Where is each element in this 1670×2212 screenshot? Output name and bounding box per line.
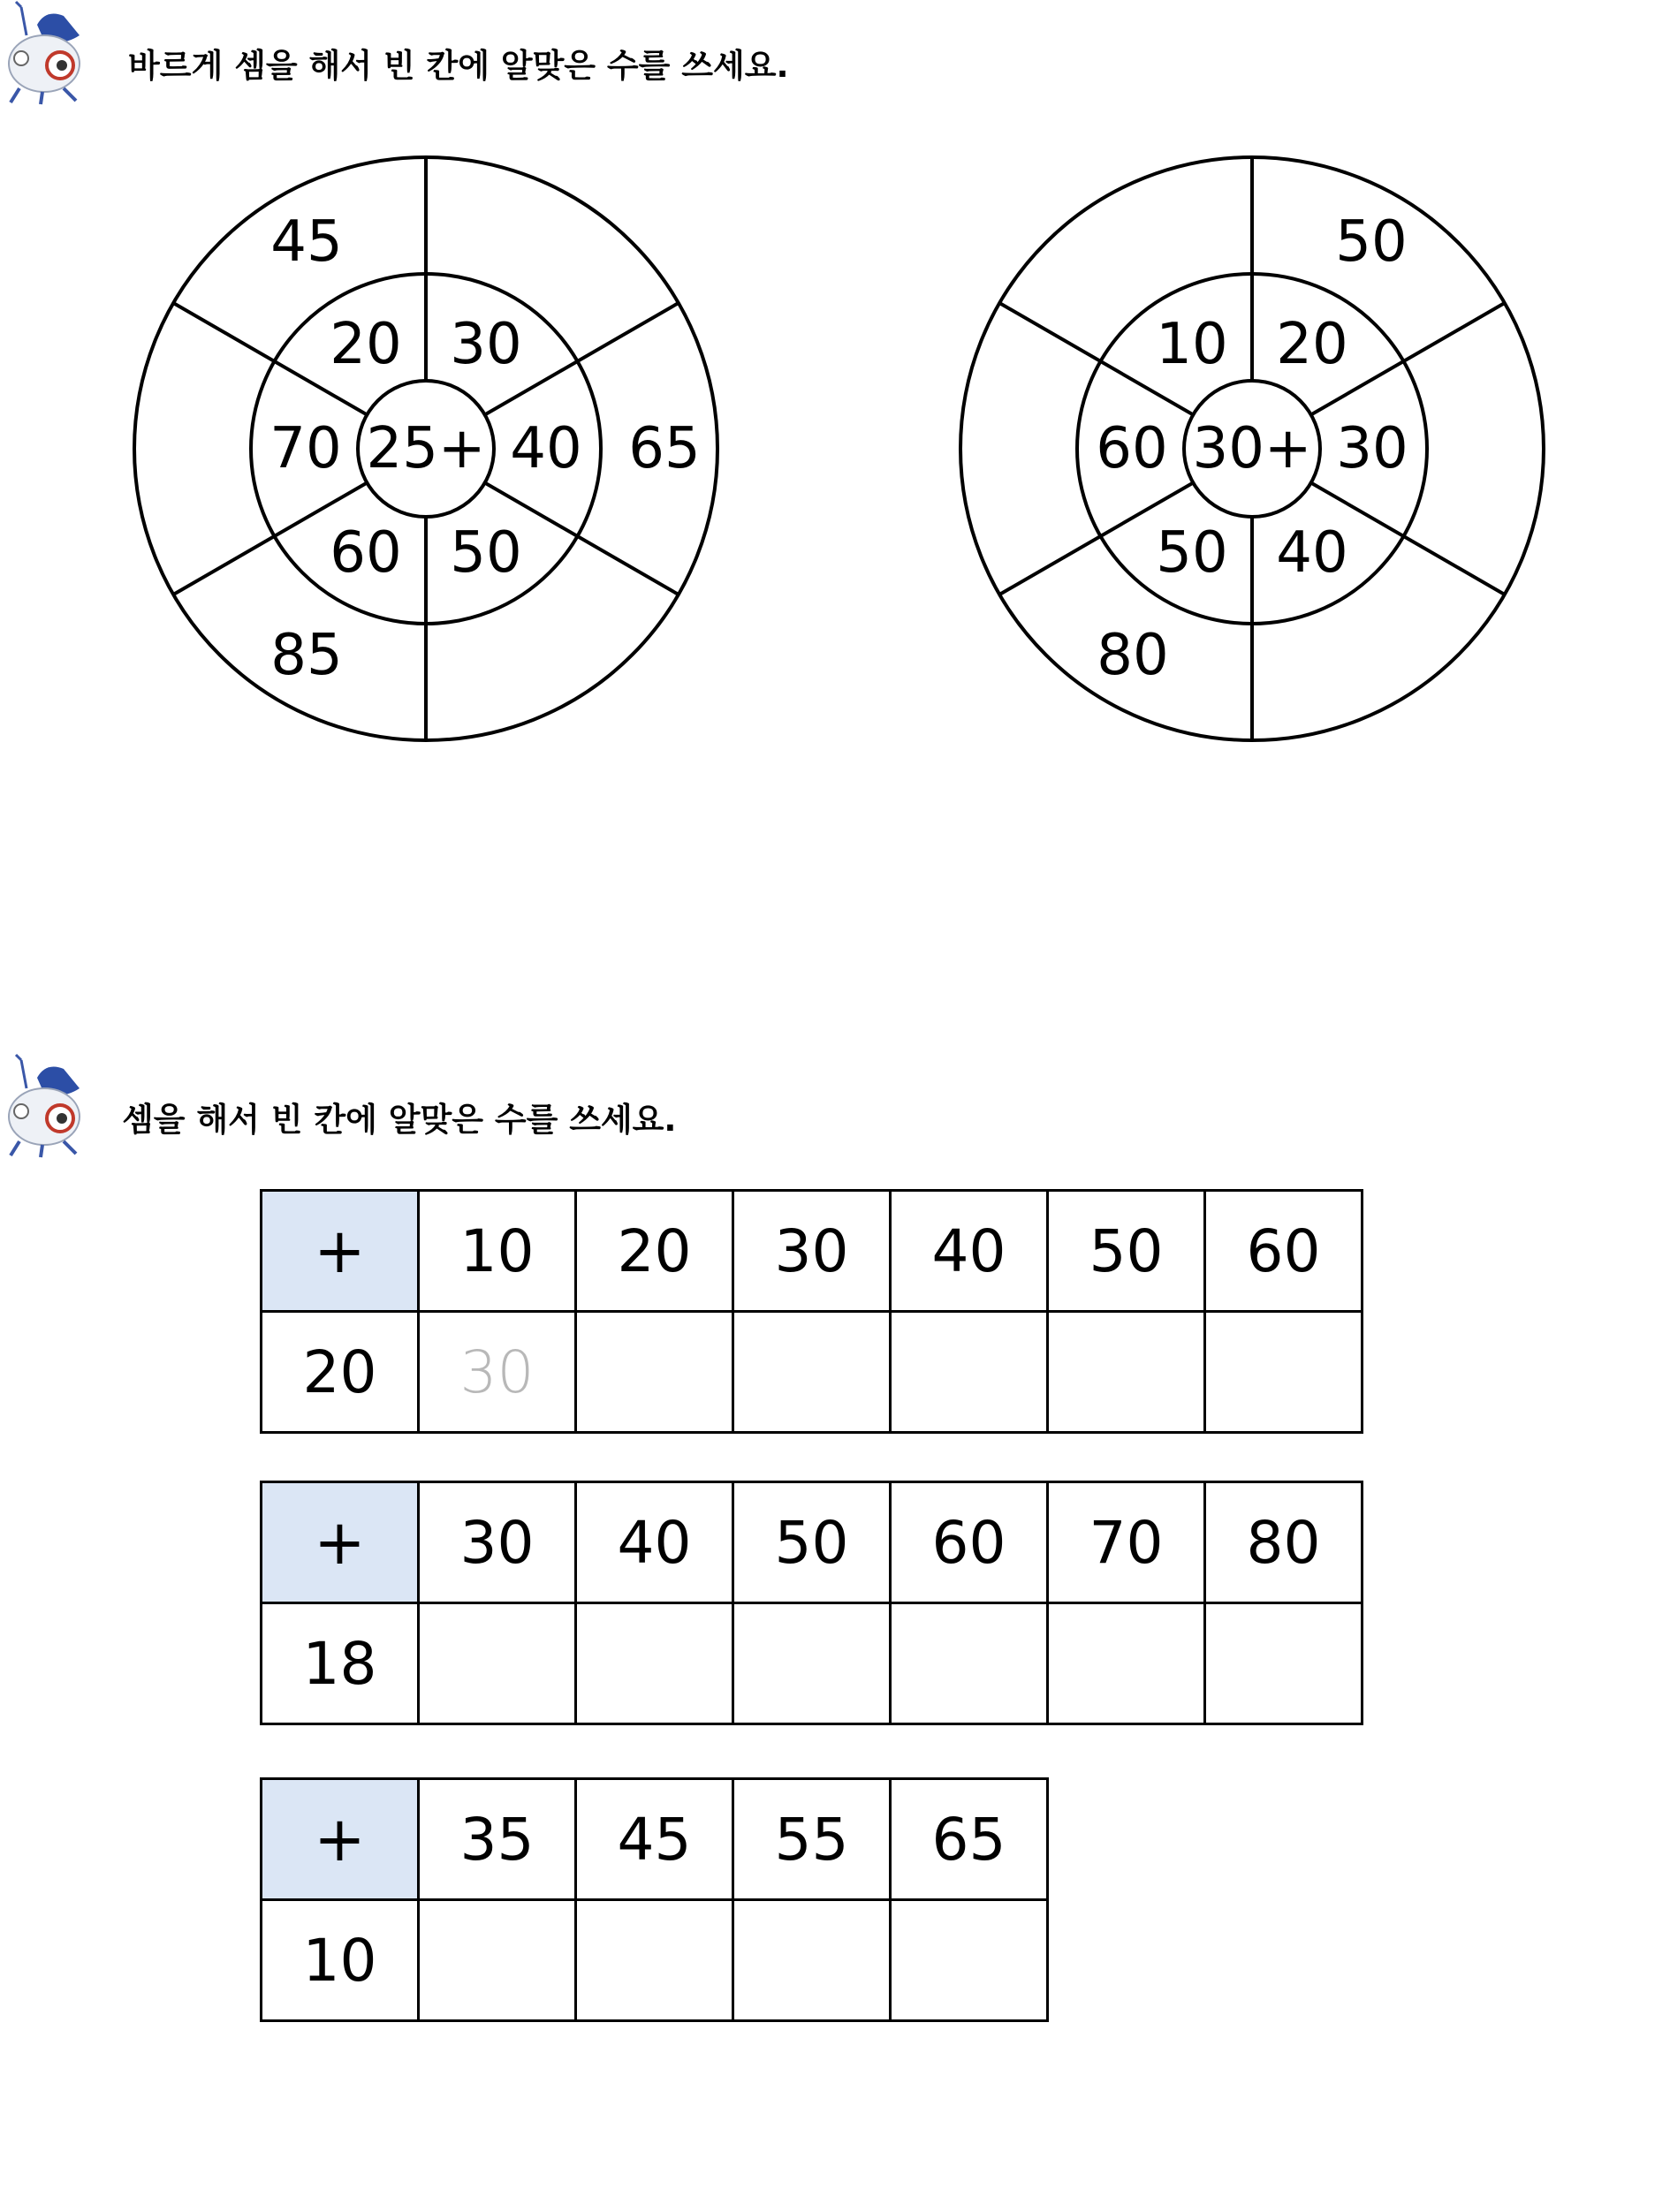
answer-cell[interactable] xyxy=(733,1900,891,2021)
addition-wheel-2 xyxy=(952,148,1552,749)
wheel-center-label: 30+ xyxy=(1192,416,1312,481)
wheel-inner-number: 30 xyxy=(1336,416,1408,481)
example-answer-cell: 30 xyxy=(419,1312,576,1433)
answer-cell[interactable] xyxy=(1048,1603,1205,1724)
wheel-outer-number: 85 xyxy=(270,622,343,688)
operator-cell: + xyxy=(262,1191,419,1312)
wheel-inner-number: 30 xyxy=(450,312,522,378)
answer-cell[interactable] xyxy=(576,1900,733,2021)
answer-cell[interactable] xyxy=(891,1900,1048,2021)
header-cell: 80 xyxy=(1205,1482,1363,1603)
answer-cell[interactable] xyxy=(733,1603,891,1724)
wheel-outer-number: 45 xyxy=(270,209,343,276)
addition-table-1 xyxy=(260,1189,1363,1434)
operator-cell: + xyxy=(262,1482,419,1603)
header-cell: 60 xyxy=(1205,1191,1363,1312)
wheel-inner-number: 20 xyxy=(1276,312,1348,378)
wheel-inner-number: 10 xyxy=(1156,312,1228,378)
wheel-inner-number: 40 xyxy=(510,416,582,481)
answer-cell[interactable] xyxy=(1205,1312,1363,1433)
wheel-inner-number: 60 xyxy=(1096,416,1168,481)
wheel-outer-number: 80 xyxy=(1097,622,1169,688)
header-cell: 35 xyxy=(419,1779,576,1900)
header-cell: 30 xyxy=(733,1191,891,1312)
answer-cell[interactable] xyxy=(891,1603,1048,1724)
operator-cell: + xyxy=(262,1779,419,1900)
answer-cell[interactable] xyxy=(1048,1312,1205,1433)
wheel-center-label: 25+ xyxy=(366,416,486,481)
answer-cell[interactable] xyxy=(419,1900,576,2021)
instruction-1: 바르게 셈을 해서 빈 칸에 알맞은 수를 쓰세요. xyxy=(128,47,789,85)
answer-cell[interactable] xyxy=(1205,1603,1363,1724)
instruction-2: 셈을 해서 빈 칸에 알맞은 수를 쓰세요. xyxy=(122,1101,677,1139)
answer-cell[interactable] xyxy=(419,1603,576,1724)
ant-mascot-icon xyxy=(2,0,90,106)
header-cell: 70 xyxy=(1048,1482,1205,1603)
header-cell: 40 xyxy=(576,1482,733,1603)
wheel-outer-number: 65 xyxy=(628,416,701,481)
header-cell: 65 xyxy=(891,1779,1048,1900)
wheel-inner-number: 60 xyxy=(330,519,402,586)
row-label-cell: 10 xyxy=(262,1900,419,2021)
header-cell: 55 xyxy=(733,1779,891,1900)
row-label-cell: 20 xyxy=(262,1312,419,1433)
answer-cell[interactable] xyxy=(576,1312,733,1433)
wheel-outer-number: 50 xyxy=(1335,209,1408,276)
header-cell: 50 xyxy=(733,1482,891,1603)
header-cell: 45 xyxy=(576,1779,733,1900)
header-cell: 50 xyxy=(1048,1191,1205,1312)
wheel-inner-number: 40 xyxy=(1276,519,1348,586)
row-label-cell: 18 xyxy=(262,1603,419,1724)
addition-table-3 xyxy=(260,1777,1049,2022)
answer-cell[interactable] xyxy=(733,1312,891,1433)
header-cell: 40 xyxy=(891,1191,1048,1312)
wheel-inner-number: 50 xyxy=(1156,519,1228,586)
wheel-inner-number: 50 xyxy=(450,519,522,586)
header-cell: 20 xyxy=(576,1191,733,1312)
header-cell: 60 xyxy=(891,1482,1048,1603)
answer-cell[interactable] xyxy=(891,1312,1048,1433)
ant-mascot-icon xyxy=(2,1053,90,1159)
header-cell: 10 xyxy=(419,1191,576,1312)
wheel-inner-number: 70 xyxy=(269,416,342,481)
addition-table-2 xyxy=(260,1481,1363,1725)
addition-wheel-1 xyxy=(125,148,726,749)
wheel-inner-number: 20 xyxy=(330,312,402,378)
answer-cell[interactable] xyxy=(576,1603,733,1724)
header-cell: 30 xyxy=(419,1482,576,1603)
